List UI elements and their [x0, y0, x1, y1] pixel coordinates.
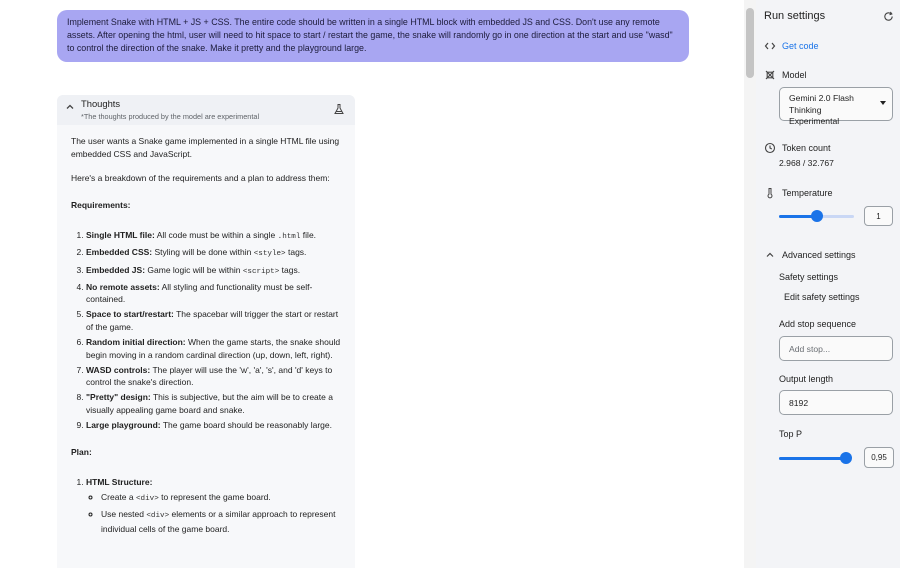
list-item: 9. Large playground: The game board should be reasonably large. — [86, 419, 341, 432]
list-item: ◦ Create a <div> to represent the game board. — [101, 491, 341, 506]
requirements-heading: Requirements: — [71, 199, 131, 210]
token-count-heading — [764, 142, 831, 154]
plan-sublist — [86, 491, 341, 536]
dropdown-caret-icon — [880, 101, 886, 105]
thoughts-panel — [57, 95, 355, 568]
scrollbar-thumb[interactable] — [746, 8, 754, 78]
stop-sequence-label: Add stop sequence — [779, 319, 857, 329]
list-item: 4. No remote assets: All styling and functionality must be self-contained. — [86, 281, 341, 306]
model-value: Gemini 2.0 Flash Thinking Experimental — [789, 93, 854, 126]
user-prompt-bubble[interactable] — [57, 10, 689, 62]
list-item: 2. Embedded CSS: Styling will be done within <style> tags. — [86, 246, 341, 261]
model-label: Model — [782, 70, 807, 80]
model-select[interactable] — [779, 87, 893, 126]
output-length-value: 8192 — [789, 397, 809, 408]
model-icon — [764, 69, 776, 81]
slider-handle[interactable] — [811, 210, 823, 222]
list-item: 5. Space to start/restart: The spacebar will trigger the start or restart of the game. — [86, 308, 341, 333]
list-item: 7. WASD controls: The player will use the 'w', 'a', 's', and 'd' keys to control the snake's direction. — [86, 364, 341, 389]
output-length-input[interactable] — [779, 390, 893, 415]
advanced-settings-label: Advanced settings — [782, 250, 856, 260]
flask-icon — [333, 103, 345, 115]
run-settings-title: Run settings — [764, 10, 826, 22]
plan-heading: Plan: — [71, 446, 92, 457]
list-item: ◦ Use nested <div> elements or a similar approach to represent individual cells of the game board. — [101, 508, 341, 535]
top-p-value: 0,95 — [871, 453, 887, 462]
thoughts-content — [57, 125, 355, 536]
slider-fill — [779, 457, 846, 460]
top-p-label: Top P — [779, 429, 803, 439]
run-settings-panel — [756, 0, 900, 568]
top-p-input[interactable] — [864, 447, 894, 468]
temperature-heading — [764, 187, 833, 199]
edit-safety-settings-link[interactable]: Edit safety settings — [784, 292, 860, 302]
chat-scrollbar[interactable] — [744, 0, 756, 568]
chevron-up-icon — [764, 249, 776, 261]
token-count-label: Token count — [782, 143, 831, 153]
get-code-button[interactable] — [764, 40, 819, 52]
stop-sequence-input[interactable] — [779, 336, 893, 361]
plan-list — [71, 476, 341, 535]
temperature-value: 1 — [876, 211, 881, 221]
chevron-up-icon[interactable] — [65, 102, 75, 112]
temperature-input[interactable] — [864, 206, 893, 226]
list-item: 1. HTML Structure: ◦ Create a <div> to represent the game board. ◦ Use nested <div> elements or a similar approach to represent individual cells of the game board. — [86, 476, 341, 535]
temperature-label: Temperature — [782, 188, 833, 198]
get-code-label: Get code — [782, 41, 819, 51]
output-length-label: Output length — [779, 374, 834, 384]
token-count-value: 2.968 / 32.767 — [779, 158, 834, 168]
safety-settings-label: Safety settings — [779, 272, 839, 282]
user-prompt-text: Implement Snake with HTML + JS + CSS. The entire code should be written in a single HTML block with embedded JS and CSS. Don't use any remote assets. After opening the html, user will need to hit space to start / restart the game, the snake will randomly go in one direction at the start and use "wasd" to control the direction of the snake. Make it pretty and the playground large. — [67, 17, 673, 53]
list-item: 1. Single HTML file: All code must be within a single .html file. — [86, 229, 341, 244]
list-item: 3. Embedded JS: Game logic will be within <script> tags. — [86, 264, 341, 279]
thoughts-title: Thoughts — [81, 98, 121, 109]
list-item: 6. Random initial direction: When the game starts, the snake should begin moving in a random cardinal direction (up, down, left, right). — [86, 336, 341, 361]
thoughts-disclaimer: *The thoughts produced by the model are experimental — [81, 112, 260, 121]
requirements-list — [71, 229, 341, 431]
thoughts-intro: The user wants a Snake game implemented in a single HTML file using embedded CSS and JavaScript. — [71, 136, 340, 159]
thoughts-header[interactable] — [57, 95, 355, 125]
list-item: 8. "Pretty" design: This is subjective, but the aim will be to create a visually appealing game board and snake. — [86, 391, 341, 416]
temperature-slider[interactable] — [779, 210, 854, 222]
code-icon — [764, 40, 776, 52]
slider-handle[interactable] — [840, 452, 852, 464]
advanced-settings-toggle[interactable] — [764, 249, 856, 261]
top-p-slider[interactable] — [779, 452, 850, 464]
token-icon — [764, 142, 776, 154]
thermometer-icon — [764, 187, 776, 199]
model-heading — [764, 69, 807, 81]
thoughts-breakdown: Here's a breakdown of the requirements and a plan to address them: — [71, 173, 330, 184]
reset-icon[interactable] — [883, 11, 894, 22]
